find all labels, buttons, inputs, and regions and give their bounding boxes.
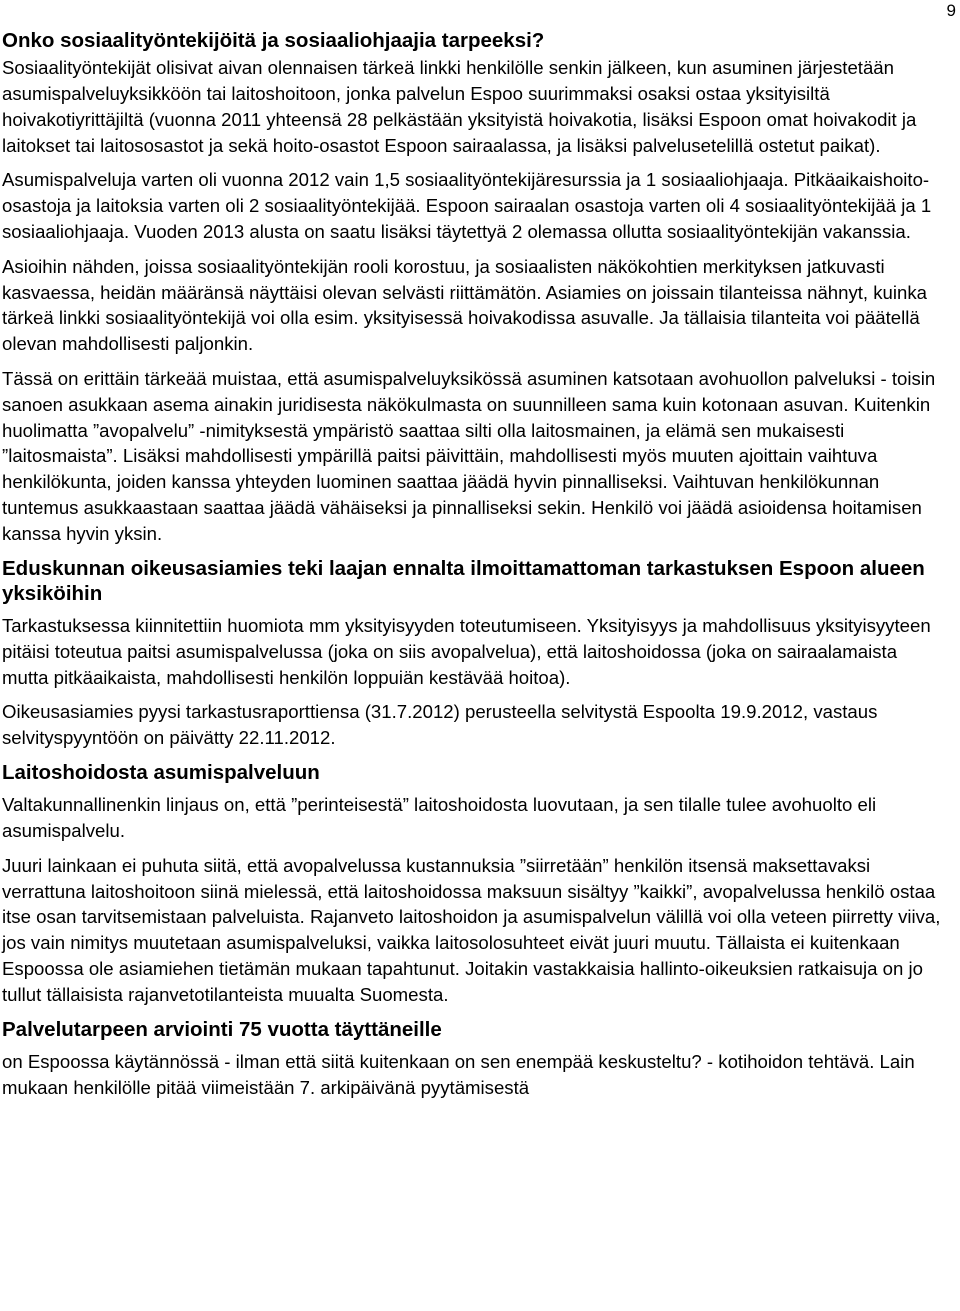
paragraph-outpatient-care: Tässä on erittäin tärkeää muistaa, että asumispalveluyksikössä asuminen katsotaan avohuollon palveluksi - toisin sanoen asukkaan asema ainakin juridisesta näkökulmasta on suunnilleen sama kuin kotonaan asuvan. Kuitenkin huolimatta ”avopalvelu” -nimityksestä ympäristö saattaa silti olla laitosmainen, ja elämä sen mukaisesti ”laitosmaista”. Lisäksi mahdollisesti ympärillä paitsi päivittäin, mahdollisesti myös muuten ajoittain vaihtuva henkilökunta, joiden kanssa yhteyden luominen saattaa jäädä hyvin pinnalliseksi. Vaihtuvan henkilökunnan tuntemus asukkaastaan saattaa jäädä vähäiseksi ja pinnalliseksi sekin. Henkilö voi jäädä asioidensa hoitamisen kanssa hyvin yksin. [2,367,936,544]
paragraph-home-care-task: on Espoossa käytännössä - ilman että siitä kuitenkaan on sen enempää keskusteltu? - kotihoidon tehtävä. Lain mukaan henkilölle pitää viimeistään 7. arkipäivänä pyytämisestä [2,1050,915,1098]
paragraph-national-policy: Valtakunnallinenkin linjaus on, että ”perinteisestä” laitoshoidosta luovutaan, ja sen tilalle tulee avohuolto eli asumispalvelu. [2,794,877,841]
page-number: 9 [946,1,956,20]
section-heading-ombudsman-inspection: Eduskunnan oikeusasiamies teki laajan ennalta ilmoittamattoman tarkastuksen Espoon alueen yksiköihin [2,556,925,605]
section-heading-institutional-to-housing: Laitoshoidosta asumispalveluun [2,760,320,784]
document-body [2,28,944,1109]
section-heading-service-needs-assessment: Palvelutarpeen arviointi 75 vuotta täyttäneille [2,1017,442,1041]
paragraph-social-worker-resources: Asumispalveluja varten oli vuonna 2012 vain 1,5 sosiaalityöntekijäresurssia ja 1 sosiaaliohjaaja. Pitkäaikaishoito-osastoja ja laitoksia varten oli 2 sosiaalityöntekijää. Espoon sairaalan osastoja varten oli 4 sosiaalityöntekijää ja 1 sosiaaliohjaaja. Vuoden 2013 alusta on saatu lisäksi täytettyä 2 olemassa ollutta sosiaalityöntekijän vakanssia. [2,169,932,242]
paragraph-social-workers-link: Sosiaalityöntekijät olisivat aivan olennaisen tärkeä linkki henkilölle senkin jälkeen, kun asuminen järjestetään asumispalveluyksikköön tai laitoshoitoon, jonka palvelun Espoo suurimmaksi osaksi ostaa yksityisiltä hoivakotiyrittäjiltä (vuonna 2011 yhteensä 28 pelkästään yksityistä hoivakotia, lisäksi Espoon omat hoivakodit ja laitokset tai laitososastot ja sekä hoito-osastot Espoon sairaalassa, ja lisäksi palvelusetelillä ostetut paikat). [2,57,917,156]
paragraph-cost-shift: Juuri lainkaan ei puhuta siitä, että avopalvelussa kustannuksia ”siirretään” henkilön itsensä maksettavaksi verrattuna laitoshoitoon siinä mielessä, että laitoshoidossa maksuun sisältyy ”kaikki”, avopalvelussa henkilö ostaa itse osan tarvitsemistaan palveluista. Rajanveto laitoshoidon ja asumispalvelun välillä voi olla veteen piirretty viiva, jos vain nimitys muutetaan asumispalveluksi, vaikka laitosolosuhteet eivät juuri muutu. Tällaista ei kuitenkaan Espoossa ole asiamiehen tietämän mukaan tapahtunut. Joitakin vastakkaisia hallinto-oikeuksien ratkaisuja on jo tullut tällaisista rajanvetotilanteista muualta Suomesta. [2,854,941,1005]
paragraph-privacy: Tarkastuksessa kiinnitettiin huomiota mm yksityisyyden toteutumiseen. Yksityisyys ja mahdollisuus yksityisyyteen pitäisi toteutua paitsi asumispalvelussa (joka on siis avopalvelua), että laitoshoidossa (joka on sairaalamaista mutta pitkäaikaista, mahdollisesti henkilön loppuiän kestävää hoitoa). [2,614,931,688]
section-heading-social-workers: Onko sosiaalityöntekijöitä ja sosiaaliohjaajia tarpeeksi? [2,29,545,52]
paragraph-insufficient-staff: Asioihin nähden, joissa sosiaalityöntekijän rooli korostuu, ja sosiaalisten näkökohtien merkityksen jatkuvasti kasvaessa, heidän määränsä näyttäisi olevan selvästi riittämätön. Asiamies on joissain tilanteissa nähnyt, kuinka tärkeä linkki sosiaalityöntekijä voi olla esim. yksityisessä hoivakodissa asuvalle. Ja tällaisia tilanteita voi päätellä olevan mahdollisesti paljonkin. [2,255,928,355]
paragraph-ombudsman-request: Oikeusasiamies pyysi tarkastusraporttiensa (31.7.2012) perusteella selvitystä Espoolta 19.9.2012, vastaus selvityspyyntöön on päivätty 22.11.2012. [2,701,878,749]
